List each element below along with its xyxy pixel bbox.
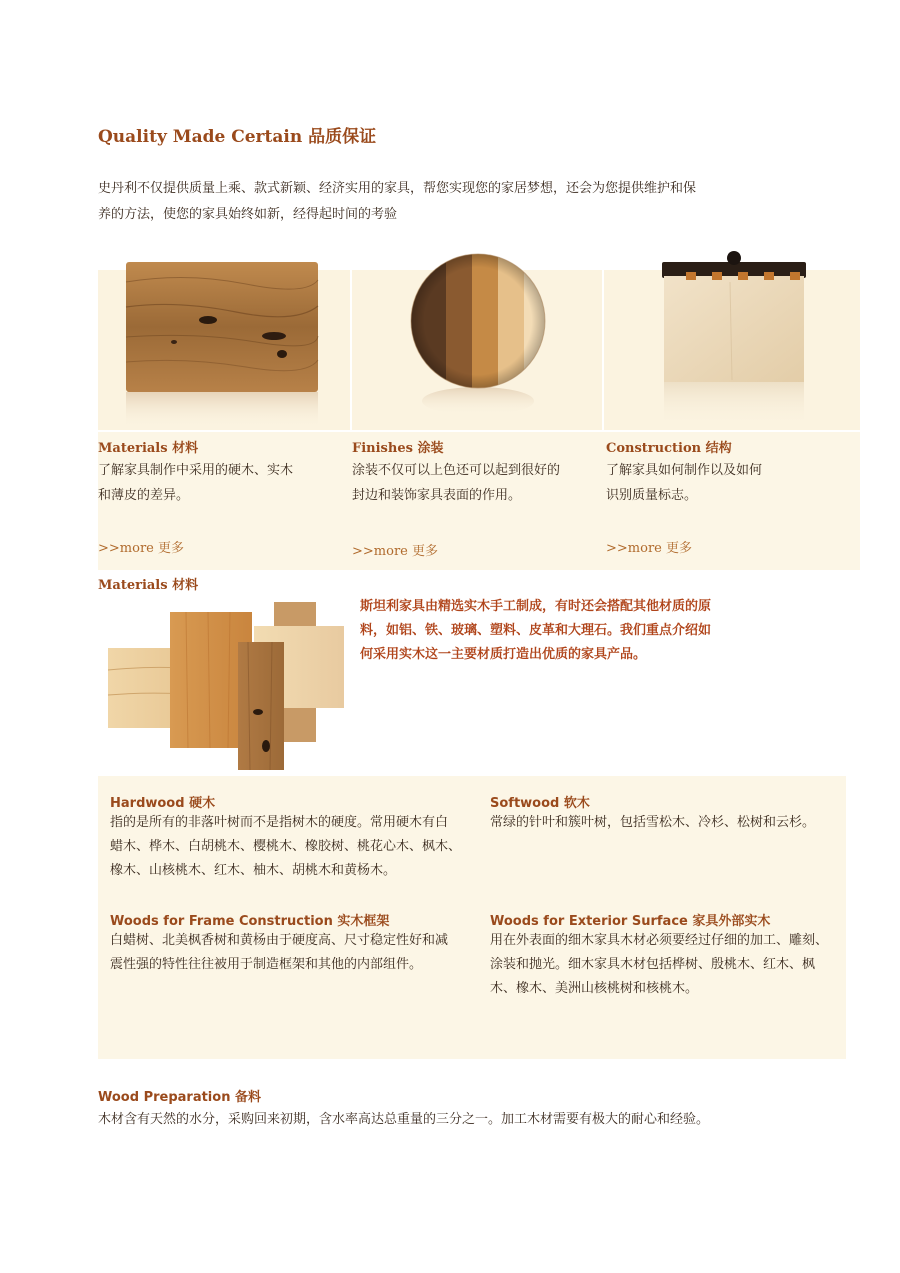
exterior-woods-text (490, 929, 828, 1001)
text-line: 震性强的特性往往被用于制造框架和其他的内部组件。 (110, 957, 423, 972)
softwood-text (490, 811, 815, 835)
text-line: 白蜡树、北美枫香树和黄杨由于硬度高、尺寸稳定性好和减 (110, 933, 449, 948)
hardwood-text (110, 811, 461, 883)
card-text-line: 涂装不仅可以上色还可以起到很好的 (352, 463, 561, 478)
materials-description-line: 斯坦利家具由精选实木手工制成，有时还会搭配其他材质的原 (360, 599, 712, 614)
materials-description-line: 何采用实木这一主要材质打造出优质的家具产品。 (360, 647, 647, 662)
more-link-materials[interactable]: >>more 更多 (98, 541, 184, 556)
text-line: 常绿的针叶和簇叶树，包括雪松木、冷杉、松树和云杉。 (490, 815, 816, 830)
text-line: 涂装和抛光。细木家具木材包括桦树、殷桃木、红木、枫 (490, 957, 816, 972)
card-title-finishes: Finishes 涂装 (352, 441, 444, 456)
hardwood-title: Hardwood 硬木 (110, 796, 216, 811)
card-divider (98, 430, 860, 432)
intro-line: 养的方法，使您的家具始终如新，经得起时间的考验 (98, 207, 398, 222)
wood-plank-image (126, 262, 318, 428)
card-text-finishes (352, 458, 560, 508)
card-title-materials: Materials 材料 (98, 441, 199, 456)
card-text-construction (606, 458, 762, 508)
frame-woods-title: Woods for Frame Construction 实木框架 (110, 914, 390, 929)
wood-preparation-text: 木材含有天然的水分，采购回来初期，含水率高达总重量的三分之一。加工木材需要有极大的耐心和经验。 (98, 1112, 710, 1127)
more-link-finishes[interactable]: >>more 更多 (352, 544, 438, 559)
text-line: 橡木、山核桃木、红木、柚木、胡桃木和黄杨木。 (110, 863, 397, 878)
card-text-line: 封边和装饰家具表面的作用。 (352, 488, 522, 503)
card-text-line: 了解家具如何制作以及如何 (606, 463, 763, 478)
materials-heading: Materials 材料 (98, 578, 199, 593)
card-divider (602, 270, 604, 432)
frame-woods-text (110, 929, 448, 977)
wood-preparation-title: Wood Preparation 备料 (98, 1090, 261, 1105)
card-text-materials (98, 458, 293, 508)
card-title-construction: Construction 结构 (606, 441, 732, 456)
materials-description-line: 料，如铝、铁、玻璃、塑料、皮革和大理石。我们重点介绍如 (360, 623, 712, 638)
text-line: 木、橡木、美洲山核桃树和核桃木。 (490, 981, 699, 996)
card-text-line: 识别质量标志。 (606, 488, 698, 503)
card-text-line: 和薄皮的差异。 (98, 488, 190, 503)
exterior-woods-title: Woods for Exterior Surface 家具外部实木 (490, 914, 771, 929)
finish-disc-image (408, 251, 548, 427)
intro-line: 史丹利不仅提供质量上乘、款式新颖、经济实用的家具，帮您实现您的家居梦想，还会为您提供维护和保 (98, 181, 697, 196)
intro-text (98, 176, 738, 228)
materials-description (360, 595, 740, 667)
text-line: 指的是所有的非落叶树而不是指树木的硬度。常用硬木有白 (110, 815, 449, 830)
card-text-line: 了解家具制作中采用的硬木、实木 (98, 463, 294, 478)
wood-samples-image (108, 600, 348, 772)
text-line: 蜡木、桦木、白胡桃木、樱桃木、橡胶树、桃花心木、枫木、 (110, 839, 462, 854)
text-line: 用在外表面的细木家具木材必须要经过仔细的加工、雕刻、 (490, 933, 829, 948)
more-link-construction[interactable]: >>more 更多 (606, 541, 692, 556)
drawer-dovetail-image (660, 250, 808, 426)
page-title: Quality Made Certain 品质保证 (98, 127, 377, 147)
softwood-title: Softwood 软木 (490, 796, 590, 811)
card-divider (350, 270, 352, 432)
